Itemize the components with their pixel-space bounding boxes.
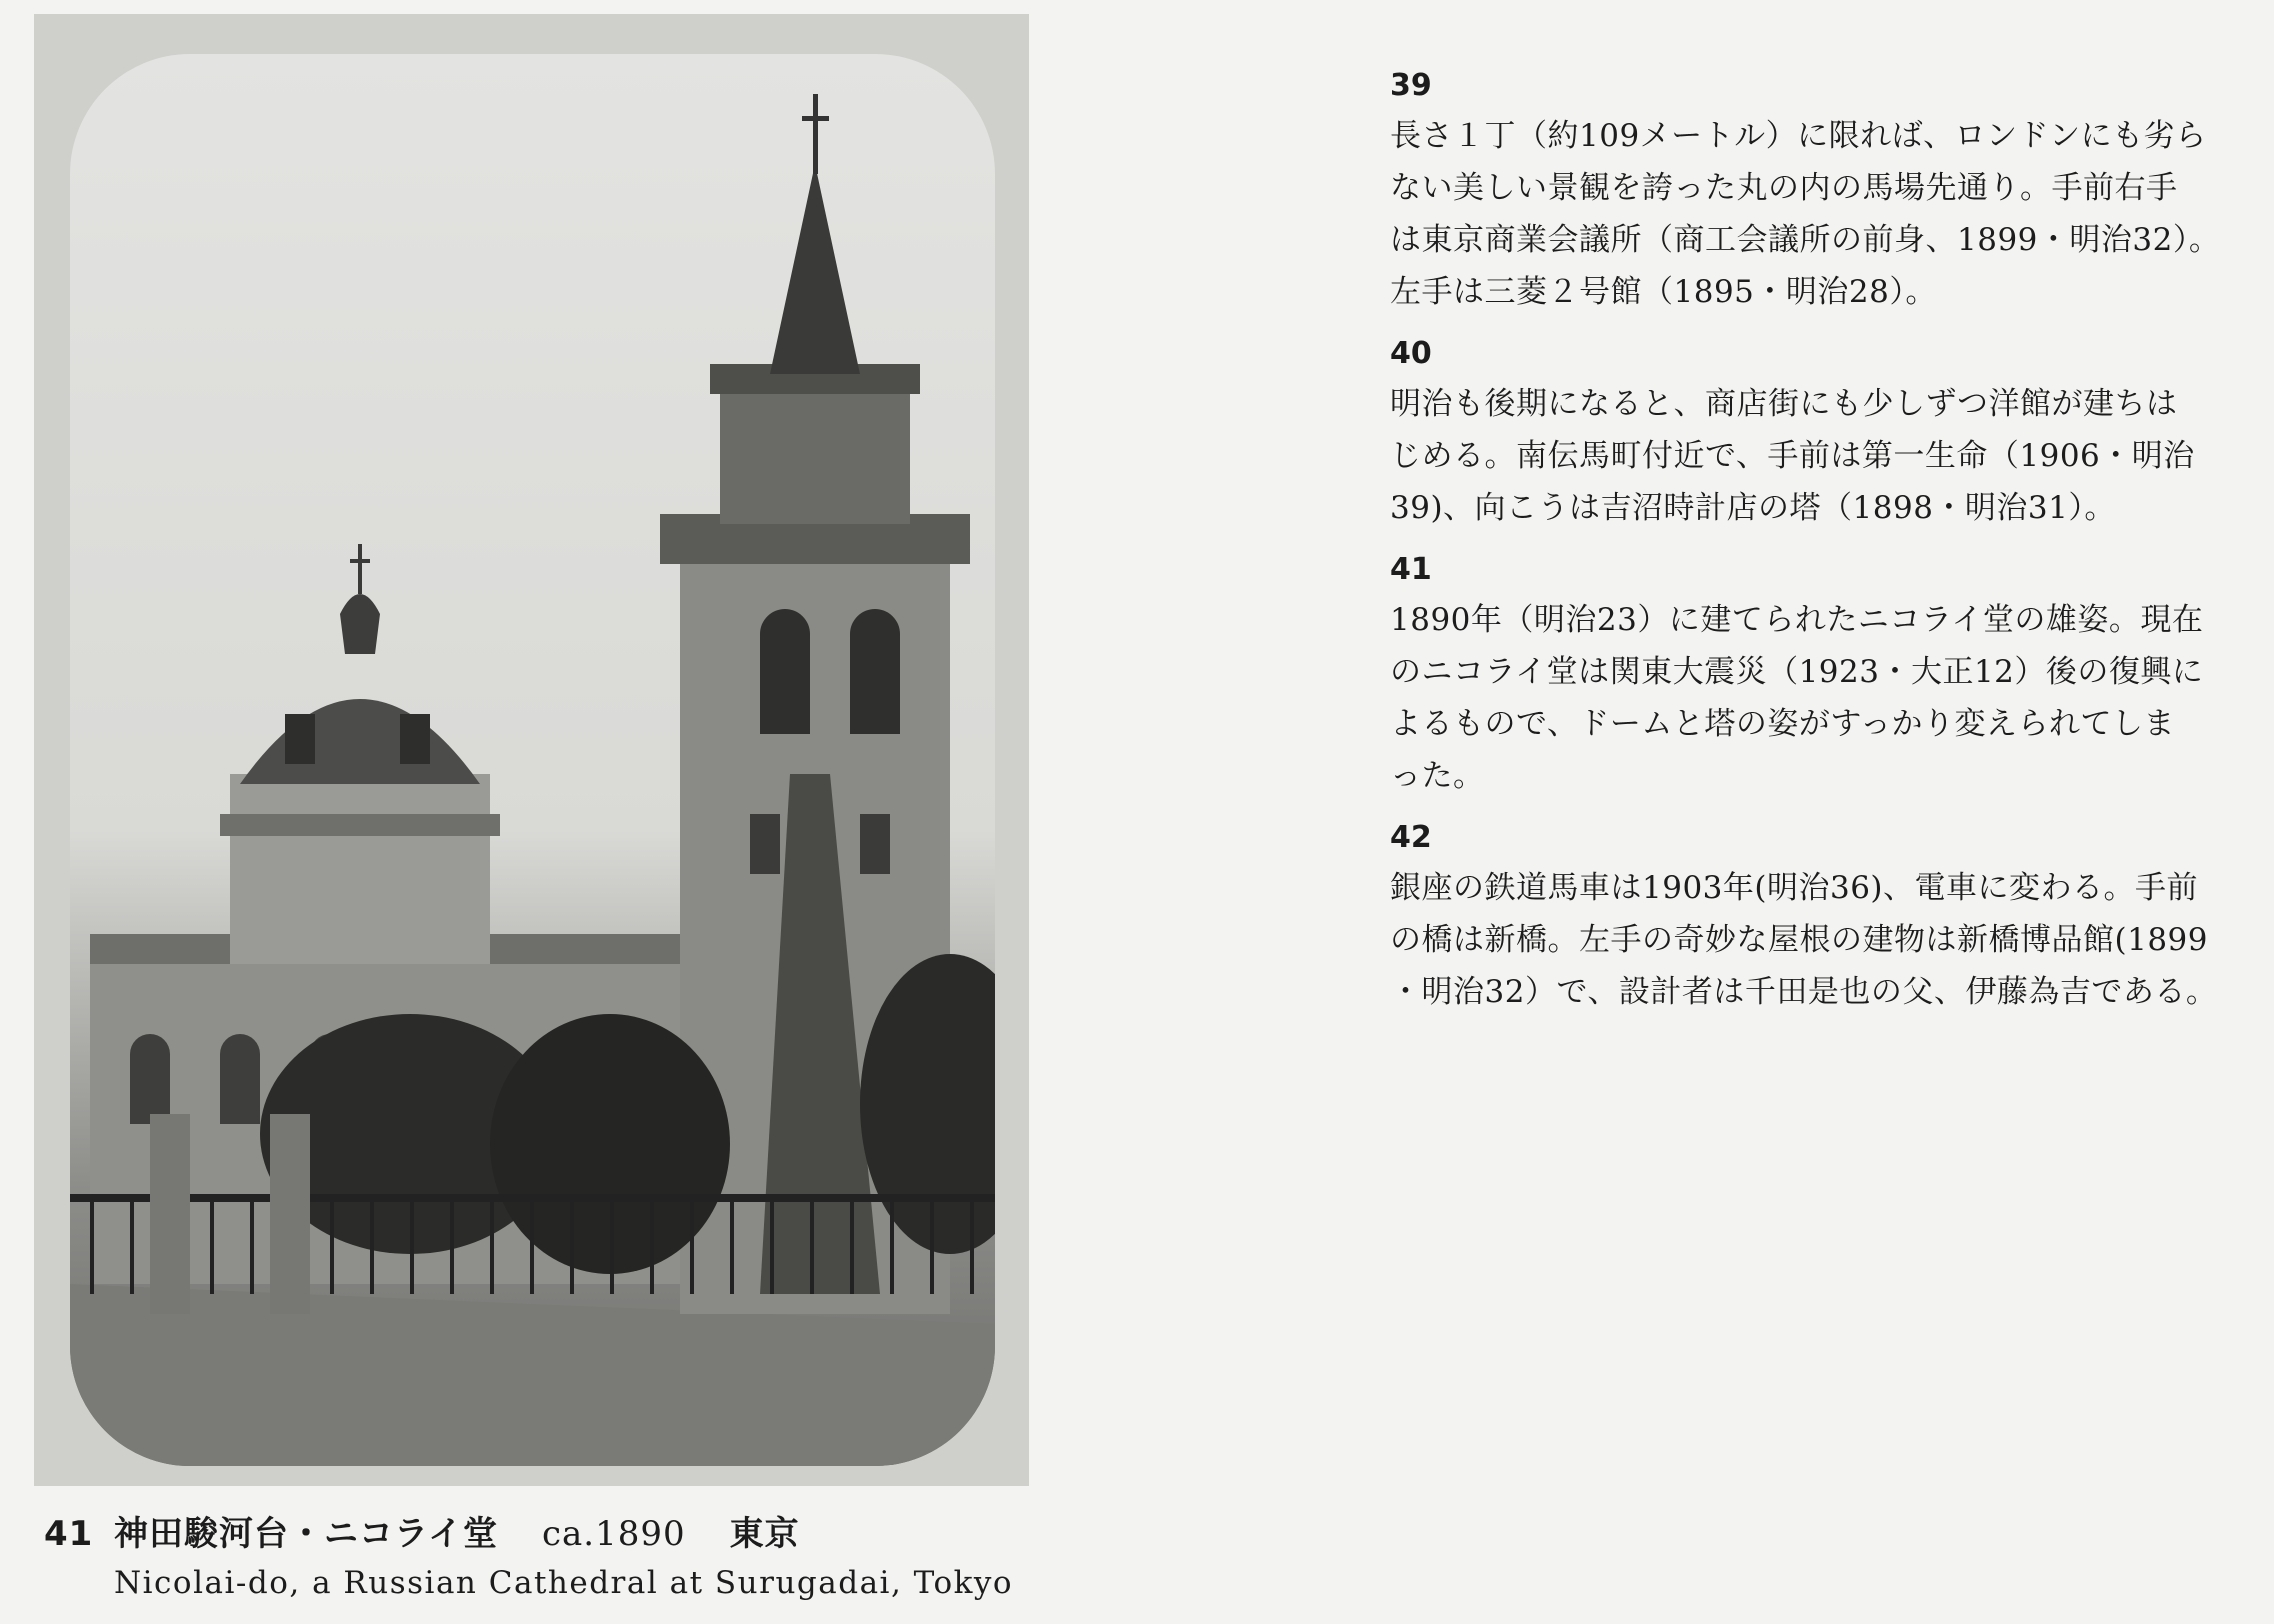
note-entry [1390,814,2230,1018]
caption-number: 41 [44,1514,94,1554]
cathedral-photo [70,54,995,1466]
note-line: った。 [1390,758,1485,794]
note-line: 左手は三菱２号館（1895・明治28）。 [1390,274,1937,310]
note-line: は東京商業会議所（商工会議所の前身、1899・明治32）。 [1390,222,2221,258]
note-number: 40 [1390,336,1432,371]
note-entry [1390,330,2230,534]
note-entry [1390,546,2230,802]
photo-notes [1390,62,2230,1030]
note-line: 明治も後期になると、商店街にも少しずつ洋館が建ちは [1390,386,2178,422]
caption-title: 神田駿河台・ニコライ堂 [114,1514,498,1554]
note-line: の橋は新橋。左手の奇妙な屋根の建物は新橋博品館(1899 [1390,922,2208,958]
note-line: のニコライ堂は関東大震災（1923・大正12）後の復興に [1390,654,2204,690]
note-number: 42 [1390,820,1432,855]
caption-date: ca.1890 [541,1514,686,1554]
note-line: 1890年（明治23）に建てられたニコライ堂の雄姿。現在 [1390,602,2204,638]
note-entry [1390,62,2230,318]
caption-english: Nicolai-do, a Russian Cathedral at Surugadai, Tokyo [114,1565,1014,1601]
photo-plate [34,14,1029,1486]
note-line: ない美しい景観を誇った丸の内の馬場先通り。手前右手 [1390,170,2178,206]
note-line: 39)、向こうは吉沼時計店の塔（1898・明治31）。 [1390,490,2116,526]
note-number: 39 [1390,68,1432,103]
note-number: 41 [1390,552,1432,587]
photo-caption [44,1506,1013,1601]
note-line: よるもので、ドームと塔の姿がすっかり変えられてしま [1390,706,2176,742]
note-line: 銀座の鉄道馬車は1903年(明治36)、電車に変わる。手前 [1390,870,2199,906]
note-line: じめる。南伝馬町付近で、手前は第一生命（1906・明治 [1390,438,2195,474]
note-line: 長さ１丁（約109メートル）に限れば、ロンドンにも劣ら [1390,118,2207,154]
note-line: ・明治32）で、設計者は千田是也の父、伊藤為吉である。 [1390,974,2218,1010]
caption-place: 東京 [729,1514,800,1554]
cathedral-illustration [70,54,995,1466]
